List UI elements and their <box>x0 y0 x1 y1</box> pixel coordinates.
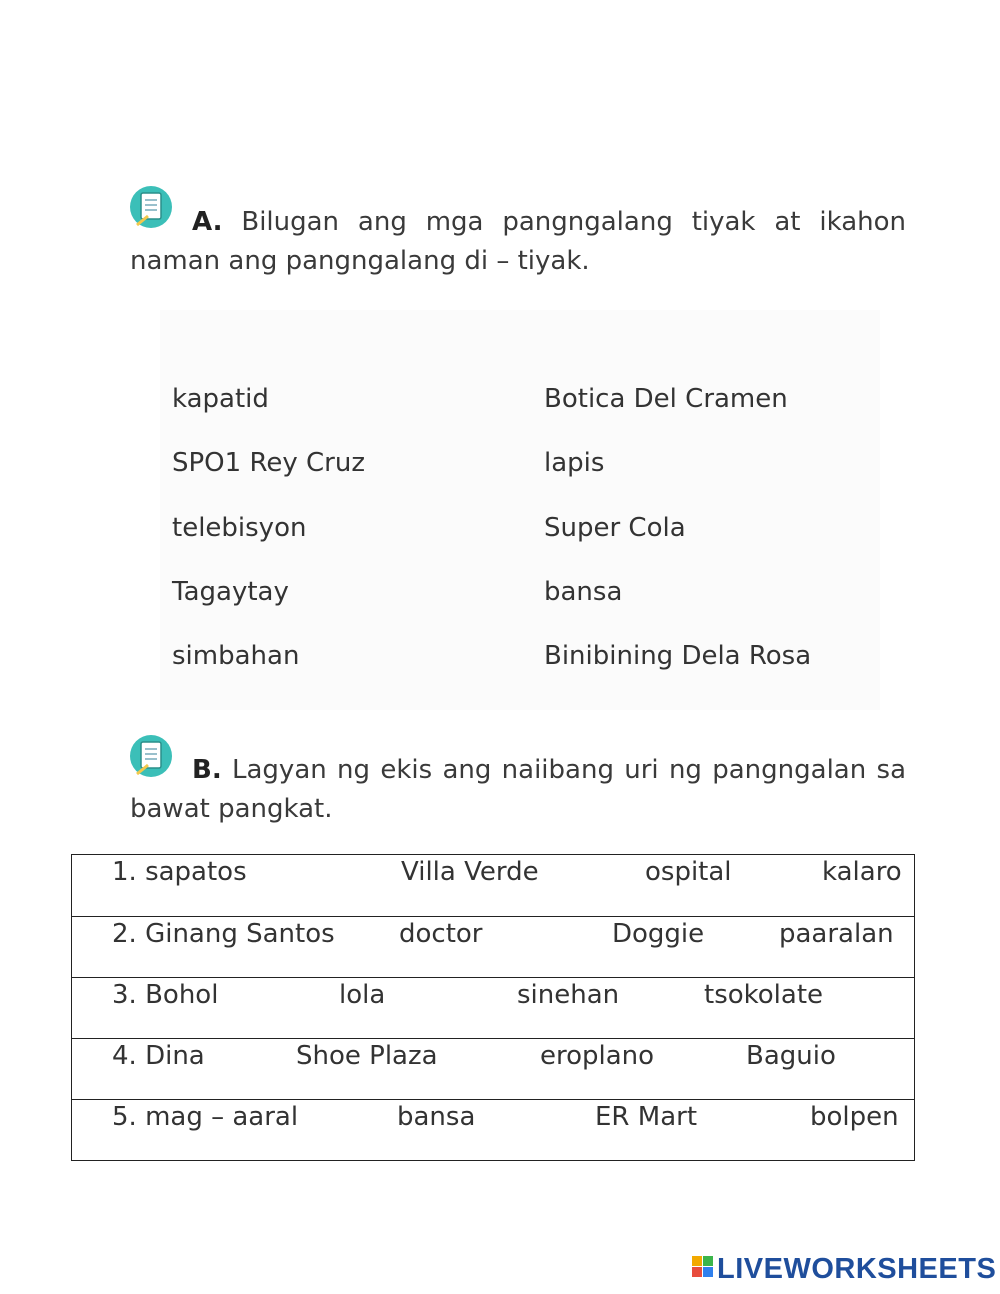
table-cell[interactable]: ER Mart <box>595 1102 698 1132</box>
table-cell[interactable]: Doggie <box>612 919 705 949</box>
brand-text: LIVEWORKSHEETS <box>717 1252 997 1285</box>
table-cell[interactable]: tsokolate <box>704 980 824 1010</box>
section-b-text: Lagyan ng ekis ang naiibang uri ng pangngalan sa bawat pangkat. <box>130 755 906 824</box>
section-b-instruction <box>130 751 906 829</box>
word-item[interactable]: Super Cola <box>544 513 686 543</box>
table-cell[interactable]: kalaro <box>822 857 902 887</box>
table-cell[interactable]: 3. Bohol <box>112 980 219 1010</box>
table-cell[interactable]: lola <box>339 980 386 1010</box>
table-cell[interactable]: bansa <box>397 1102 476 1132</box>
table-row <box>72 977 914 1038</box>
liveworksheets-logo-icon <box>692 1255 714 1283</box>
table-row <box>72 916 914 977</box>
table-cell[interactable]: sinehan <box>517 980 620 1010</box>
table-cell[interactable]: ospital <box>645 857 732 887</box>
table-cell[interactable]: 4. Dina <box>112 1041 205 1071</box>
table-cell[interactable]: eroplano <box>540 1041 655 1071</box>
table-cell[interactable]: 5. mag – aaral <box>112 1102 299 1132</box>
table-cell[interactable]: Baguio <box>746 1041 836 1071</box>
word-item[interactable]: Tagaytay <box>172 577 289 607</box>
section-a-text: Bilugan ang mga pangngalang tiyak at ikahon naman ang pangngalang di – tiyak. <box>130 207 906 276</box>
table-cell[interactable]: Shoe Plaza <box>296 1041 438 1071</box>
table-cell[interactable]: 2. Ginang Santos <box>112 919 335 949</box>
word-item[interactable]: Botica Del Cramen <box>544 384 788 414</box>
table-cell[interactable]: bolpen <box>810 1102 899 1132</box>
section-a-label: A. <box>192 207 223 237</box>
word-item[interactable]: Binibining Dela Rosa <box>544 641 812 671</box>
table-row <box>72 1099 914 1160</box>
exercise-table <box>71 854 915 1161</box>
word-item[interactable]: bansa <box>544 577 623 607</box>
word-item[interactable]: SPO1 Rey Cruz <box>172 448 365 478</box>
liveworksheets-brand[interactable] <box>692 1252 996 1286</box>
word-box <box>160 310 880 710</box>
table-cell[interactable]: Villa Verde <box>401 857 539 887</box>
table-row <box>72 855 914 916</box>
word-item[interactable]: kapatid <box>172 384 269 414</box>
word-item[interactable]: lapis <box>544 448 605 478</box>
table-cell[interactable]: paaralan <box>779 919 894 949</box>
word-item[interactable]: simbahan <box>172 641 300 671</box>
table-cell[interactable]: 1. sapatos <box>112 857 247 887</box>
section-b-label: B. <box>192 755 222 785</box>
table-cell[interactable]: doctor <box>399 919 483 949</box>
table-row <box>72 1038 914 1099</box>
section-a-instruction <box>130 203 906 281</box>
word-item[interactable]: telebisyon <box>172 513 307 543</box>
